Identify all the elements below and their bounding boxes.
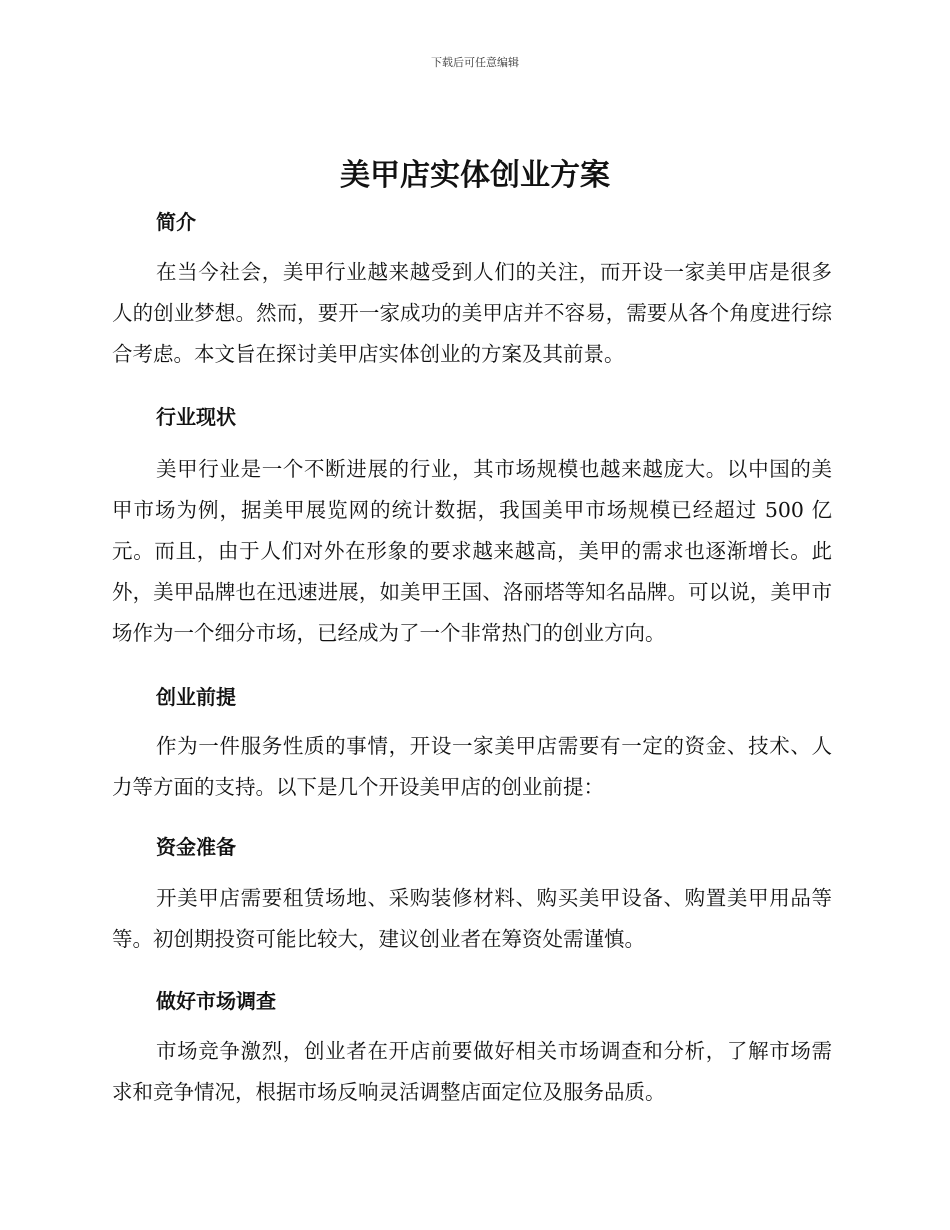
section-paragraph-funding: 开美甲店需要租赁场地、采购装修材料、购买美甲设备、购置美甲用品等等。初创期投资可能比较大，建议创业者在筹资处需谨慎。 <box>112 886 832 951</box>
section-heading-intro: 简介 <box>156 210 196 234</box>
section-heading-market-research: 做好市场调查 <box>156 989 276 1013</box>
section-paragraph-prerequisites: 作为一件服务性质的事情，开设一家美甲店需要有一定的资金、技术、人力等方面的支持。以下是几个开设美甲店的创业前提： <box>112 734 832 799</box>
section-heading-prerequisites: 创业前提 <box>156 685 236 709</box>
section-heading-funding: 资金准备 <box>156 835 236 859</box>
section-paragraph-intro: 在当今社会，美甲行业越来越受到人们的关注，而开设一家美甲店是很多人的创业梦想。然而，要开一家成功的美甲店并不容易，需要从各个角度进行综合考虑。本文旨在探讨美甲店实体创业的方案及其前景。 <box>112 260 832 366</box>
section-heading-industry-status: 行业现状 <box>156 405 236 429</box>
section-paragraph-market-research: 市场竞争激烈，创业者在开店前要做好相关市场调查和分析，了解市场需求和竞争情况，根据市场反响灵活调整店面定位及服务品质。 <box>112 1039 832 1104</box>
document-title: 美甲店实体创业方案 <box>340 158 610 193</box>
header-note: 下载后可任意编辑 <box>431 56 519 69</box>
section-paragraph-industry-status: 美甲行业是一个不断进展的行业，其市场规模也越来越庞大。以中国的美甲市场为例，据美甲展览网的统计数据，我国美甲市场规模已经超过 500 亿元。而且，由于人们对外在形象的要求越来越高，美甲的需求也逐渐增长。此外，美甲品牌也在迅速进展，如美甲王国、洛丽塔等知名品牌。可以说，美甲市场作为一个细分市场，已经成为了一个非常热门的创业方向。 <box>112 457 832 645</box>
